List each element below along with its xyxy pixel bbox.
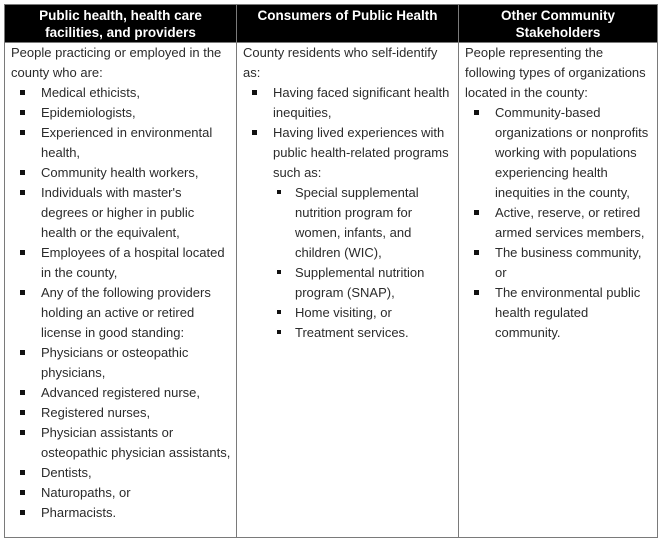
- square-bullet-icon: [20, 470, 25, 475]
- square-bullet-icon: [20, 350, 25, 355]
- square-bullet-icon: [20, 110, 25, 115]
- cell-consumers: [237, 43, 459, 538]
- square-bullet-icon: [277, 190, 281, 194]
- list-item-text: The business community, or: [495, 245, 642, 280]
- list-item: [11, 283, 231, 343]
- list-item: [11, 463, 231, 483]
- list-item: [11, 423, 231, 463]
- list-item-text: Having faced significant health inequities,: [273, 85, 450, 120]
- list-item-text: Individuals with master's degrees or higher in public health or the equivalent,: [41, 185, 195, 240]
- providers-list: [11, 83, 231, 523]
- square-bullet-icon: [20, 130, 25, 135]
- square-bullet-icon: [20, 90, 25, 95]
- list-item-text: The environmental public health regulated community.: [495, 285, 641, 340]
- list-item-text: Active, reserve, or retired armed services members,: [495, 205, 645, 240]
- list-item: [243, 123, 453, 343]
- sublist-item: [273, 263, 453, 303]
- square-bullet-icon: [20, 510, 25, 515]
- list-item-text: Community health workers,: [41, 165, 199, 180]
- list-item: [11, 403, 231, 423]
- square-bullet-icon: [252, 130, 257, 135]
- square-bullet-icon: [474, 250, 479, 255]
- sublist-item-text: Special supplemental nutrition program for women, infants, and children (WIC),: [295, 185, 419, 260]
- list-item: [11, 383, 231, 403]
- list-item: [465, 243, 652, 283]
- list-item-text: Physician assistants or osteopathic physician assistants,: [41, 425, 231, 460]
- header-providers: Public health, health care facilities, and providers: [5, 5, 237, 43]
- list-item-text: Epidemiologists,: [41, 105, 136, 120]
- square-bullet-icon: [20, 190, 25, 195]
- square-bullet-icon: [20, 410, 25, 415]
- list-item: [11, 343, 231, 383]
- list-item: [11, 163, 231, 183]
- consumers-intro: County residents who self-identify as:: [243, 45, 438, 80]
- list-item: [11, 243, 231, 283]
- square-bullet-icon: [474, 210, 479, 215]
- list-item: [11, 503, 231, 523]
- square-bullet-icon: [277, 330, 281, 334]
- stakeholder-table: [4, 4, 658, 538]
- square-bullet-icon: [277, 310, 281, 314]
- sublist-item-text: Supplemental nutrition program (SNAP),: [295, 265, 425, 300]
- sublist-item: [273, 183, 453, 263]
- providers-intro: People practicing or employed in the county who are:: [11, 45, 222, 80]
- list-item-text: Any of the following providers holding an active or retired license in good standing:: [41, 285, 211, 340]
- list-item-text: Having lived experiences with public health-related programs such as:: [273, 125, 449, 180]
- sublist-item-text: Home visiting, or: [295, 305, 392, 320]
- list-item: [465, 103, 652, 203]
- list-item-text: Community-based organizations or nonprofits working with populations experiencing health inequities in the county,: [495, 105, 649, 200]
- content-row: [5, 43, 658, 538]
- stakeholders-intro: People representing the following types of organizations located in the county:: [465, 45, 646, 100]
- list-item: [11, 123, 231, 163]
- list-item: [11, 483, 231, 503]
- sublist-item-text: Treatment services.: [295, 325, 409, 340]
- header-stakeholders: Other Community Stakeholders: [459, 5, 658, 43]
- square-bullet-icon: [20, 170, 25, 175]
- header-consumers: Consumers of Public Health: [237, 5, 459, 43]
- list-item: [11, 183, 231, 243]
- square-bullet-icon: [474, 290, 479, 295]
- list-item: [243, 83, 453, 123]
- list-item: [11, 83, 231, 103]
- header-row: [5, 5, 658, 43]
- square-bullet-icon: [20, 250, 25, 255]
- list-item-text: Naturopaths, or: [41, 485, 131, 500]
- sublist-item: [273, 303, 453, 323]
- list-item-text: Pharmacists.: [41, 505, 117, 520]
- list-item-text: Physicians or osteopathic physicians,: [41, 345, 189, 380]
- list-item-text: Advanced registered nurse,: [41, 385, 200, 400]
- stakeholder-table-container: [4, 4, 657, 538]
- list-item: [465, 283, 652, 343]
- list-item: [11, 103, 231, 123]
- list-item-text: Experienced in environmental health,: [41, 125, 213, 160]
- stakeholders-list: [465, 103, 652, 343]
- list-item-text: Medical ethicists,: [41, 85, 140, 100]
- list-item-text: Employees of a hospital located in the county,: [41, 245, 225, 280]
- cell-stakeholders: [459, 43, 658, 538]
- programs-sublist: [273, 183, 453, 343]
- cell-providers: [5, 43, 237, 538]
- list-item-text: Dentists,: [41, 465, 92, 480]
- square-bullet-icon: [20, 390, 25, 395]
- list-item: [465, 203, 652, 243]
- square-bullet-icon: [252, 90, 257, 95]
- list-item-text: Registered nurses,: [41, 405, 151, 420]
- square-bullet-icon: [277, 270, 281, 274]
- square-bullet-icon: [20, 430, 25, 435]
- consumers-list: [243, 83, 453, 343]
- square-bullet-icon: [474, 110, 479, 115]
- square-bullet-icon: [20, 490, 25, 495]
- sublist-item: [273, 323, 453, 343]
- square-bullet-icon: [20, 290, 25, 295]
